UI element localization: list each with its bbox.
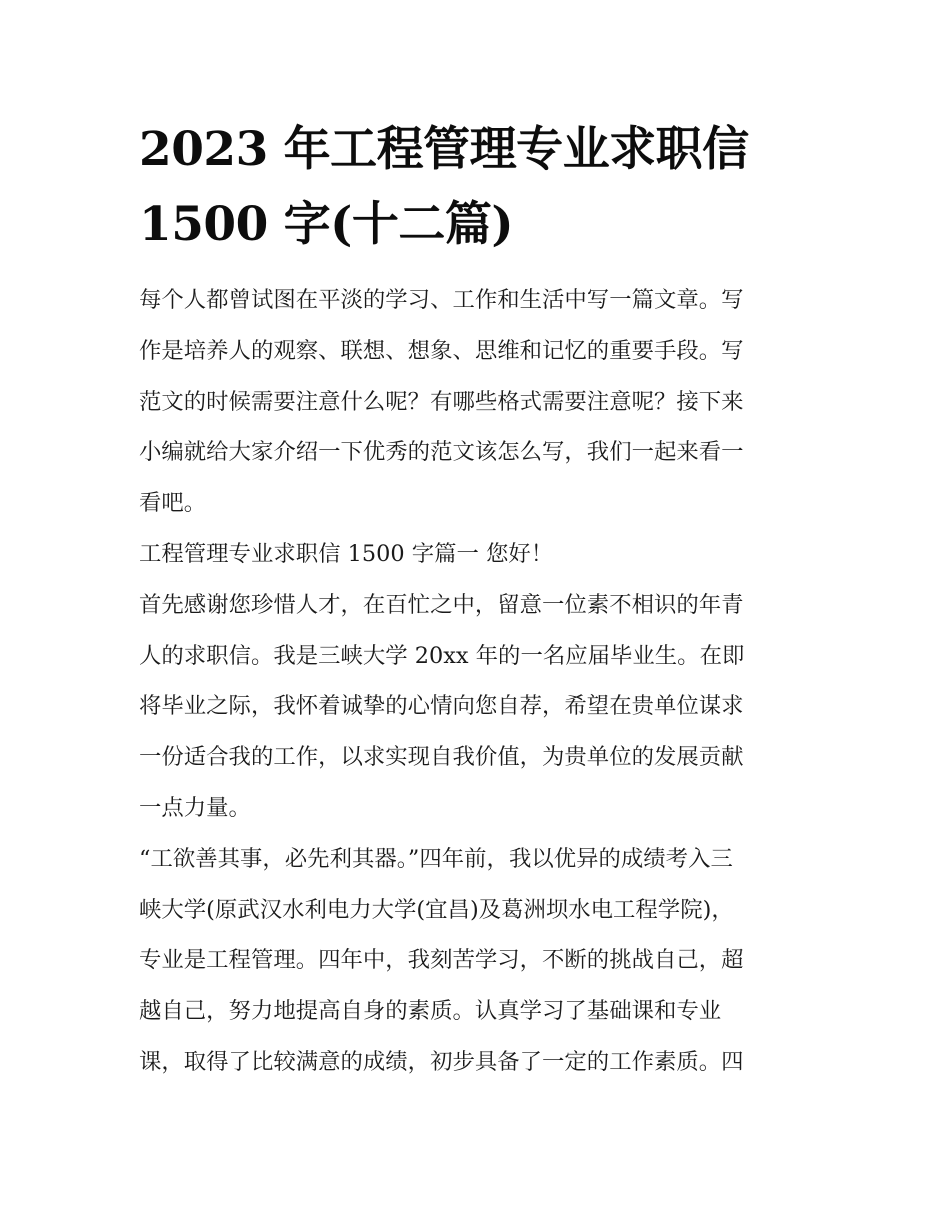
text-line: 小编就给大家介绍一下优秀的范文该怎么写，我们一起来看一	[139, 439, 744, 466]
text-line: 专业是工程管理。四年中，我刻苦学习，不断的挑战自己，超	[139, 947, 744, 974]
title-line: 2023 年工程管理专业求职信	[139, 122, 749, 177]
section-heading-line: 工程管理专业求职信 1500 字篇一 您好！	[139, 540, 554, 567]
text-line: 峡大学(原武汉水利电力大学(宜昌)及葛洲坝水电工程学院)，	[139, 896, 734, 923]
text-line: 一份适合我的工作，以求实现自我价值，为贵单位的发展贡献	[139, 744, 744, 771]
text-line: 范文的时候需要注意什么呢？有哪些格式需要注意呢？接下来	[139, 388, 744, 415]
text-line: 人的求职信。我是三峡大学 20xx 年的一名应届毕业生。在即	[139, 642, 745, 669]
text-line: 每个人都曾试图在平淡的学习、工作和生活中写一篇文章。写	[139, 287, 744, 313]
text-line: “工欲善其事，必先利其器。”四年前，我以优异的成绩考入三	[139, 845, 733, 872]
title-line: 1500 字(十二篇)	[139, 197, 514, 252]
document-title	[139, 112, 819, 262]
text-line: 作是培养人的观察、联想、想象、思维和记忆的重要手段。写	[139, 337, 744, 364]
text-line: 越自己，努力地提高自身的素质。认真学习了基础课和专业	[139, 998, 722, 1025]
document-body	[139, 275, 819, 1088]
text-line: 课，取得了比较满意的成绩，初步具备了一定的工作素质。四	[139, 1048, 744, 1075]
text-line: 看吧。	[139, 490, 207, 517]
text-line: 一点力量。	[139, 794, 251, 821]
text-line: 将毕业之际，我怀着诚挚的心情向您自荐，希望在贵单位谋求	[139, 693, 744, 720]
text-line: 首先感谢您珍惜人才，在百忙之中，留意一位素不相识的年青	[139, 591, 744, 618]
